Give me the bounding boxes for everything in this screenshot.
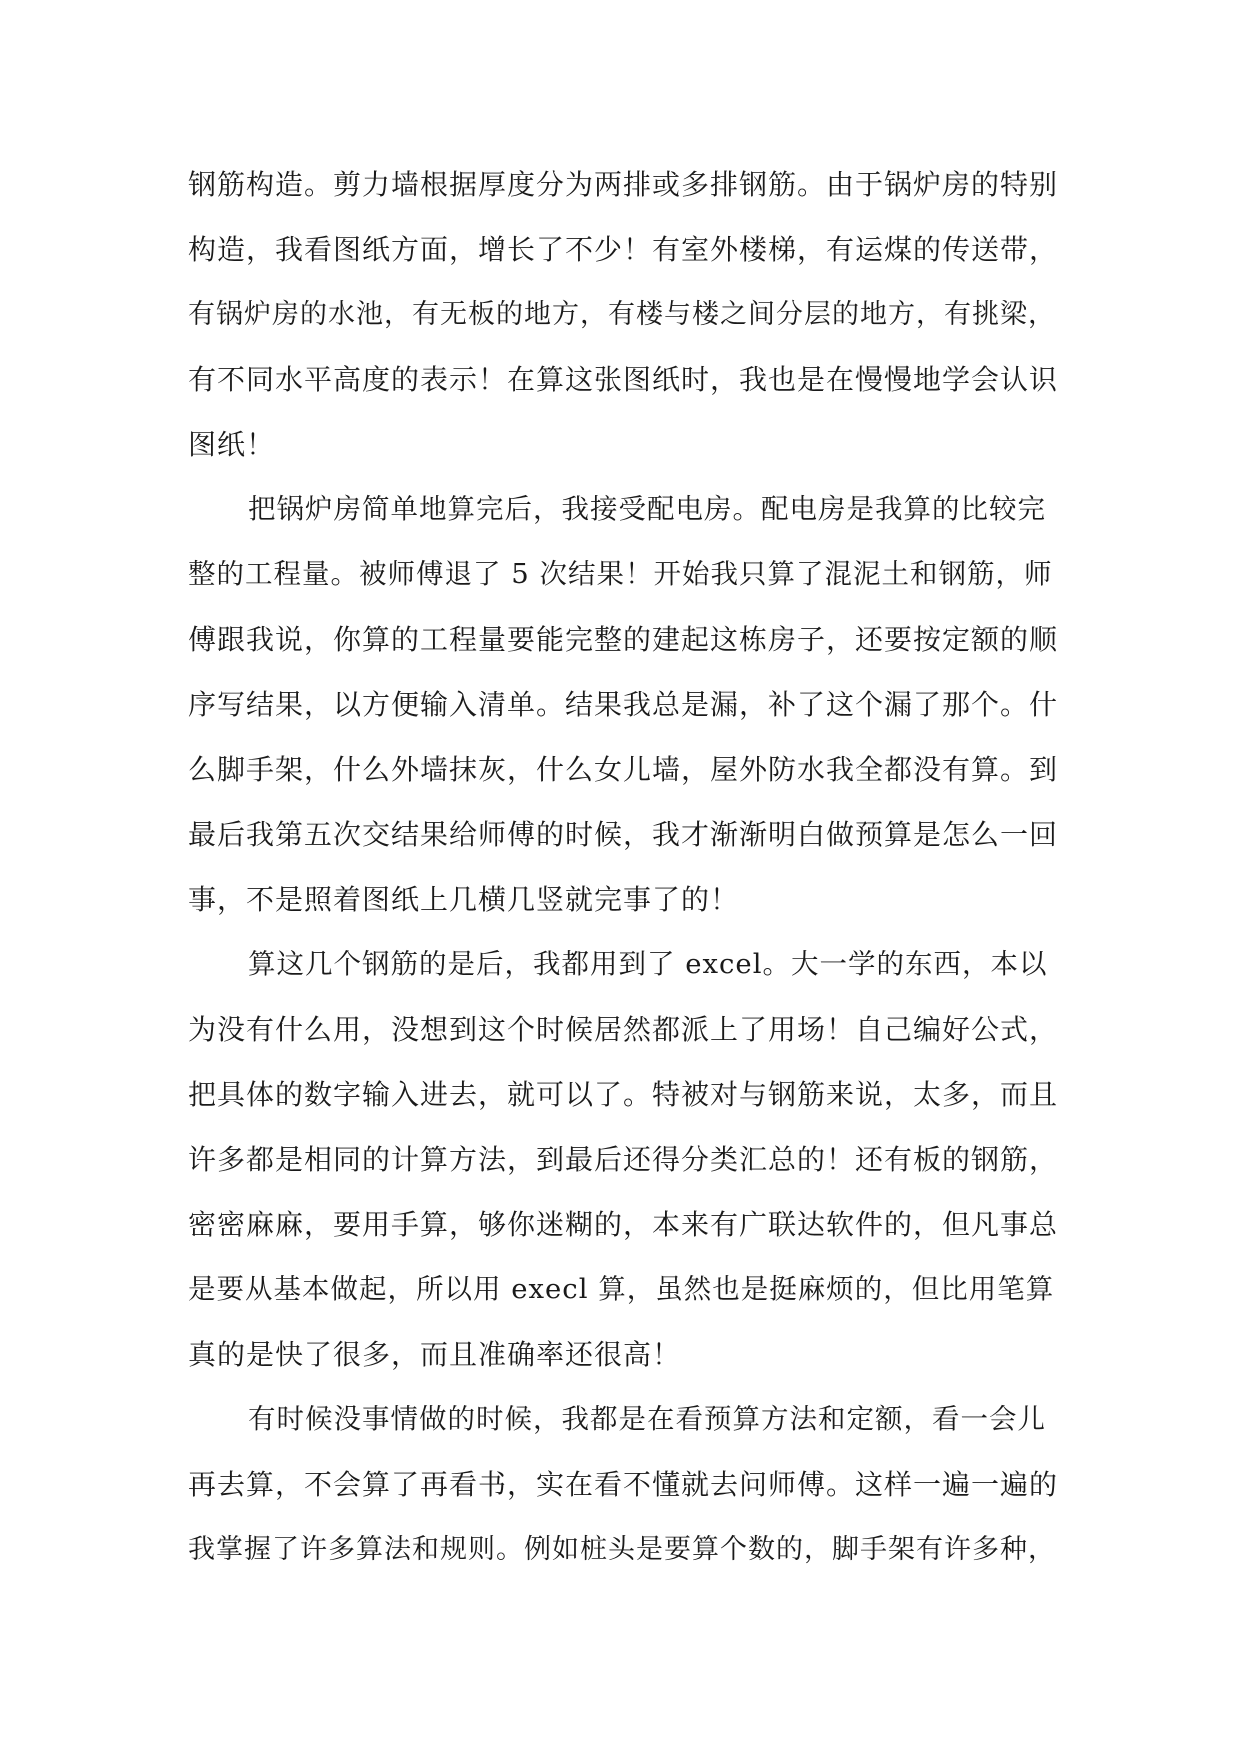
text-line: 把具体的数字输入进去，就可以了。特被对与钢筋来说，太多，而且 — [188, 1078, 1059, 1111]
document-body — [188, 152, 1060, 1582]
paragraph-start-line: 把锅炉房简单地算完后，我接受配电房。配电房是我算的比较完 — [248, 493, 1046, 525]
text-line: 密密麻麻，要用手算，够你迷糊的，本来有广联达软件的，但凡事总 — [188, 1208, 1059, 1241]
paragraph-start-line: 算这几个钢筋的是后，我都用到了 excel。大一学的东西，本以 — [248, 948, 1048, 980]
text-line: 构造，我看图纸方面，增长了不少！有室外楼梯，有运煤的传送带， — [188, 233, 1059, 266]
text-line: 图纸！ — [188, 428, 276, 461]
text-line: 再去算，不会算了再看书，实在看不懂就去问师傅。这样一遍一遍的 — [188, 1468, 1059, 1501]
text-line: 是要从基本做起，所以用 execl 算，虽然也是挺麻烦的，但比用笔算 — [188, 1273, 1055, 1305]
text-line: 有锅炉房的水池，有无板的地方，有楼与楼之间分层的地方，有挑梁， — [188, 299, 1056, 330]
text-line: 钢筋构造。剪力墙根据厚度分为两排或多排钢筋。由于锅炉房的特别 — [188, 168, 1059, 201]
text-line: 为没有什么用，没想到这个时候居然都派上了用场！自己编好公式， — [188, 1013, 1059, 1046]
text-line: 序写结果，以方便输入清单。结果我总是漏，补了这个漏了那个。什 — [188, 688, 1059, 721]
text-line: 真的是快了很多，而且准确率还很高！ — [188, 1338, 682, 1371]
text-line: 我掌握了许多算法和规则。例如桩头是要算个数的，脚手架有许多种， — [188, 1534, 1056, 1565]
text-line: 许多都是相同的计算方法，到最后还得分类汇总的！还有板的钢筋， — [188, 1143, 1059, 1176]
text-line: 事，不是照着图纸上几横几竖就完事了的！ — [188, 883, 740, 916]
text-line: 最后我第五次交结果给师傅的时候，我才渐渐明白做预算是怎么一回 — [188, 818, 1059, 851]
text-line: 整的工程量。被师傅退了 5 次结果！开始我只算了混泥土和钢筋，师 — [188, 558, 1053, 590]
text-line: 么脚手架，什么外墙抹灰，什么女儿墙，屋外防水我全都没有算。到 — [188, 753, 1059, 786]
text-line: 有不同水平高度的表示！在算这张图纸时，我也是在慢慢地学会认识 — [188, 363, 1059, 396]
text-line: 傅跟我说，你算的工程量要能完整的建起这栋房子，还要按定额的顺 — [188, 623, 1059, 656]
paragraph-start-line: 有时候没事情做的时候，我都是在看预算方法和定额，看一会儿 — [248, 1403, 1046, 1435]
